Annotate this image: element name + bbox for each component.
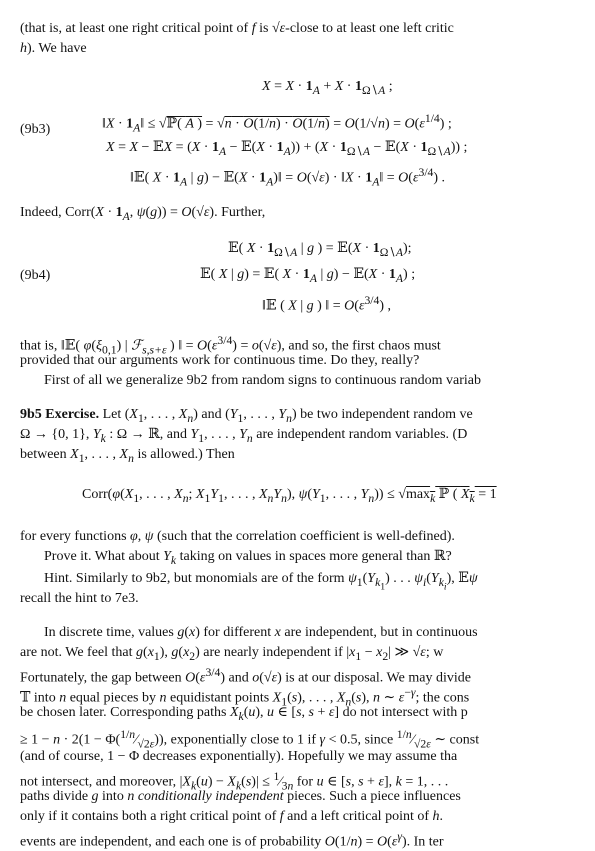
text-line: for every functions φ, ψ (such that the correlation coefficient is well-defined).	[20, 529, 455, 544]
text-line: h). We have	[20, 41, 87, 56]
text-line: between $X_1$, . . . , $X_n$ is allowed.) Then	[20, 447, 235, 465]
text-line: Fortunately, the gap between $O(\varepsilon^{3/4})$ and o(√ε) is at our disposal. We may divide	[20, 666, 471, 686]
text-line: that is, ‖𝔼( $\varphi(\xi_{0,1})$ | ℱ$_{s,s+\varepsilon}$ ) ‖ = $O(\varepsilon^{3/4}) = o(√\varepsilon)$, and so, the first chaos must	[20, 334, 441, 357]
text-line: In discrete time, values g(x) for different x are independent, but in continuous	[44, 625, 478, 640]
equation-line: $Corr(\varphi(X_1$, . . . , $X_n$; $X_1Y_1$, . . . , $X_nY_n$), $\psi(Y_1$, . . . , $Y_n)) \le √\max_k$ ℙ ( $X_k = 1$	[82, 487, 497, 505]
equation-line: ‖𝔼( $X \cdot 1_A$ | g) − 𝔼(X · $1_A)‖ = O(√\varepsilon)$ · ‖X · $1_A‖ = O(\varepsilon^{3/4})$ .	[130, 166, 446, 189]
text-line: recall the hint to 7e3.	[20, 591, 139, 606]
text-line: provided that our arguments work for continuous time. Do they, really?	[20, 353, 420, 368]
equation-tag: (9b4)	[20, 268, 51, 283]
text-line: Hint. Similarly to 9b2, but monomials are of the form $\psi_1(Y_{k_1})$ . . . $\psi_i(Y_{k_i})$, 𝔼ψ	[44, 571, 478, 593]
exercise-heading: 9b5 Exercise.	[20, 407, 100, 422]
text-line: 𝕋 into n equal pieces by n equidistant points $X_1(s)$, . . . , $X_n(s)$, n ∼ $\varepsilon^{-\gamma}$; the cons	[20, 686, 470, 709]
text-line: Ω → {0, 1}, $Y_k$ : Ω → ℝ, and $Y_1$, . . . , $Y_n$ are independent random variables. (D	[20, 427, 468, 445]
text-line: are not. We feel that $g(x_1)$, $g(x_2)$ are nearly independent if $|x_1 - x_2|$ ≫ √ε; w	[20, 645, 444, 663]
equation-line: 𝔼( $X \cdot 1_{\Omega∖A}$ | g ) = 𝔼(X · $1_{\Omega∖A}$);	[228, 241, 412, 259]
equation-line: ‖𝔼 ( X | g ) ‖ = $O(\varepsilon^{3/4})$ ,	[262, 294, 392, 314]
text-line: (and of course, 1 − Φ decreases exponentially). Hopefully we may assume tha	[20, 749, 458, 764]
equation-line: X = X − 𝔼X = ($X \cdot 1_A$ − 𝔼(X · $1_A)) + (X \cdot 1_{\Omega∖A}$ − 𝔼(X · $1_{\Omega∖A}$)) ;	[106, 140, 468, 158]
equation-line: $X = X \cdot 1_A + X \cdot 1_{\Omega∖A}$ ;	[262, 79, 393, 97]
text-line: be chosen later. Corresponding paths $X_k(u)$, u ∈ [s, s + ε] do not intersect with p	[20, 705, 468, 723]
text-line: 9b5 Exercise. Let ($X_1$, . . . , $X_n$) and ($Y_1$, . . . , $Y_n$) be two independent random ve	[20, 407, 473, 425]
text-line: paths divide g into n conditionally independent pieces. Such a piece influences	[20, 789, 461, 804]
text-line: (that is, at least one right critical point of f is √ε-close to at least one left critic	[20, 21, 454, 36]
text-line: Indeed, Corr(X · $1_A$, ψ(g)) = O(√ε). Further,	[20, 205, 266, 223]
equation-line: 𝔼( X | g) = 𝔼( $X \cdot 1_A$ | g) − 𝔼(X · $1_A$) ;	[200, 267, 416, 285]
text-line: Prove it. What about $Y_k$ taking on values in spaces more general than ℝ?	[44, 549, 452, 567]
equation-line: ‖X · $1_A‖$ ≤ √ℙ( A ) = $√n \cdot O(1/n) \cdot O(1/n) = O(1/√n) = O(\varepsilon^{1/4})$ ;	[102, 112, 452, 135]
text-line: only if it contains both a right critical point of f and a left critical point of h.	[20, 809, 444, 824]
equation-tag: (9b3)	[20, 122, 51, 137]
text-line: not intersect, and moreover, $|X_k(u) - X_k(s)|$ ≤ $^1⁄_{3n}$ for u ∈ [s, s + ε], k = 1, . . .	[20, 770, 449, 793]
text-line: First of all we generalize 9b2 from random signs to continuous random variab	[44, 373, 482, 388]
text-line: events are independent, and each one is of probability $O(1/n) = O(\varepsilon^\gamma)$. In ter	[20, 830, 444, 850]
text-line: ≥ $1 - n \cdot 2(1 - \Phi(^{1/n}⁄_{√2\varepsilon}))$, exponentially close to 1 if γ < 0.5, since $^{1/n}⁄_{√2\varepsilon}$ ∼ const	[20, 728, 480, 751]
